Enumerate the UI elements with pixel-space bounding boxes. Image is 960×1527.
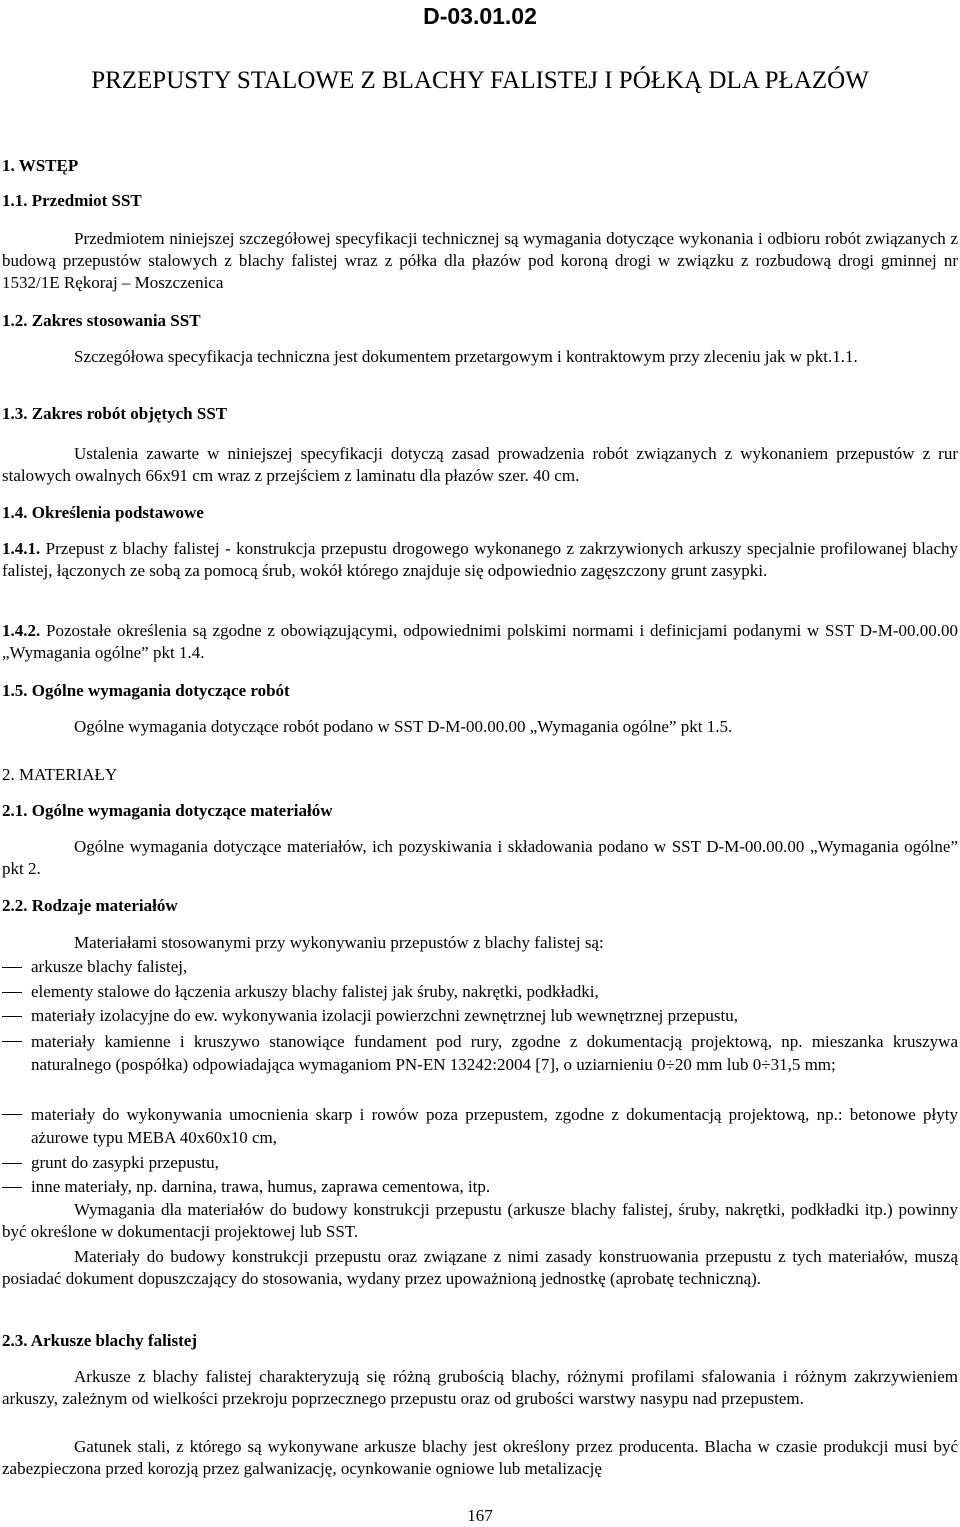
paragraph-text: Pozostałe określenia są zgodne z obowiązującymi, odpowiednimi polskimi normami i definicjami podanymi w SST D-M-00.00.00 „Wymagania ogólne” pkt 1.4. <box>2 621 958 662</box>
list-item: elementy stalowe do łączenia arkuszy blachy falistej jak śruby, nakrętki, podkładki, <box>31 982 599 1001</box>
paragraph-1-3: Ustalenia zawarte w niniejszej specyfikacji dotyczą zasad prowadzenia robót związanych z wykonaniem przepustów z rur stalowych owalnych 66x91 cm wraz z przejściem z laminatu dla płazów szer. 40 cm. <box>2 444 958 485</box>
section-heading-1-3: 1.3. Zakres robót objętych SST <box>2 404 228 423</box>
section-heading-2 <box>2 764 958 786</box>
dash-bullet <box>2 1005 24 1027</box>
dash-bullet <box>2 1176 24 1198</box>
dash-bullet <box>2 981 24 1003</box>
paragraph-1-2: Szczegółowa specyfikacja techniczna jest dokumentem przetargowym i kontraktowym przy zleceniu jak w pkt.1.1. <box>74 347 858 366</box>
paragraph-text: Przepust z blachy falistej - konstrukcja przepustu drogowego wykonanego z zakrzywionych arkuszy specjalnie profilowanej blachy falistej, łączonych ze sobą za pomocą śrub, wokół którego znajduje się odpowiednio zagęszczony grunt zasypki. <box>2 539 958 580</box>
paragraph-2-3-sheets: Arkusze z blachy falistej charakteryzują się różną grubością blachy, różnymi profilami sfalowania i różnym zakrzywieniem arkuszy, zależnym od wielkości przekroju poprzecznego przepustu oraz od grubości warstwy nasypu nad przepustem. <box>2 1367 958 1408</box>
dash-bullet <box>2 1030 24 1052</box>
paragraph-2-2-approval: Materiały do budowy konstrukcji przepustu oraz związane z nimi zasady konstruowania przepustu z tych materiałów, muszą posiadać dokument dopuszczający do stosowania, wydany przez upoważnioną jednostkę (aprobatę techniczną). <box>2 1247 958 1288</box>
dash-bullet <box>2 1152 24 1174</box>
page-number: 167 <box>467 1506 493 1525</box>
paragraph-1-4-2 <box>2 620 958 664</box>
list-item: inne materiały, np. darnina, trawa, humus, zaprawa cementowa, itp. <box>31 1177 491 1196</box>
list-item: grunt do zasypki przepustu, <box>31 1153 219 1172</box>
list-item: arkusze blachy falistej, <box>31 957 188 976</box>
paragraph-1-1: Przedmiotem niniejszej szczegółowej specyfikacji technicznej są wymagania dotyczące wykonania i odbioru robót związanych z budową przepustów stalowych z blachy falistej wraz z półka dla płazów pod koroną drogi w związku z rozbudową drogi gminnej nr 1532/1E Rękoraj – Moszczenica <box>2 229 958 292</box>
paragraph-1-5: Ogólne wymagania dotyczące robót podano w SST D-M-00.00.00 „Wymagania ogólne” pkt 1.5. <box>74 717 733 736</box>
dash-bullet <box>2 1103 24 1125</box>
section-heading-2-1: 2.1. Ogólne wymagania dotyczące materiałów <box>2 801 333 820</box>
page-title: PRZEPUSTY STALOWE Z BLACHY FALISTEJ I PÓŁKĄ DLA PŁAZÓW <box>91 67 869 94</box>
section-heading-2-3: 2.3. Arkusze blachy falistej <box>2 1331 198 1350</box>
list-item: materiały kamienne i kruszywo stanowiące fundament pod rury, zgodne z dokumentacją projektową, np. mieszanka kruszywa naturalnego (pospółka) odpowiadająca wymaganiom PN-EN 13242:2004 [7], o uziarnieniu 0÷20 mm lub 0÷31,5 mm; <box>31 1032 958 1074</box>
section-heading-1-2: 1.2. Zakres stosowania SST <box>2 311 201 330</box>
paragraph-2-2-intro: Materiałami stosowanymi przy wykonywaniu przepustów z blachy falistej są: <box>74 933 604 952</box>
paragraph-2-1: Ogólne wymagania dotyczące materiałów, ich pozyskiwania i składowania podano w SST D-M-00.00.00 „Wymagania ogólne” pkt 2. <box>2 837 958 878</box>
section-heading-1-5: 1.5. Ogólne wymagania dotyczące robót <box>2 681 290 700</box>
list-item: materiały do wykonywania umocnienia skarp i rowów poza przepustem, zgodne z dokumentacją projektową, np.: betonowe płyty ażurowe typu MEBA 40x60x10 cm, <box>31 1105 958 1147</box>
section-heading-1-4: 1.4. Określenia podstawowe <box>2 503 204 522</box>
dash-bullet <box>2 956 24 978</box>
paragraph-2-2-requirements: Wymagania dla materiałów do budowy konstrukcji przepustu (arkusze blachy falistej, śruby, nakrętki, podkładki itp.) powinny być określone w dokumentacji projektowej lub SST. <box>2 1200 958 1241</box>
paragraph-1-4-1 <box>2 538 958 582</box>
section-heading-1-1: 1.1. Przedmiot SST <box>2 191 142 210</box>
paragraph-2-3-steel: Gatunek stali, z którego są wykonywane arkusze blachy jest określony przez producenta. Blacha w czasie produkcji musi być zabezpieczona przed korozją przez galwanizację, ocynkowanie ogniowe lub metalizację <box>2 1437 958 1478</box>
heading-text: 2. MATERIAŁY <box>2 765 118 784</box>
paragraph-label: 1.4.1. <box>2 539 41 558</box>
section-heading-2-2: 2.2. Rodzaje materiałów <box>2 896 178 915</box>
paragraph-label: 1.4.2. <box>2 621 41 640</box>
list-item: materiały izolacyjne do ew. wykonywania izolacji powierzchni zewnętrznej lub wewnętrznej przepustu, <box>31 1006 738 1025</box>
spec-code: D-03.01.02 <box>423 3 537 29</box>
section-heading-1: 1. WSTĘP <box>2 156 79 175</box>
